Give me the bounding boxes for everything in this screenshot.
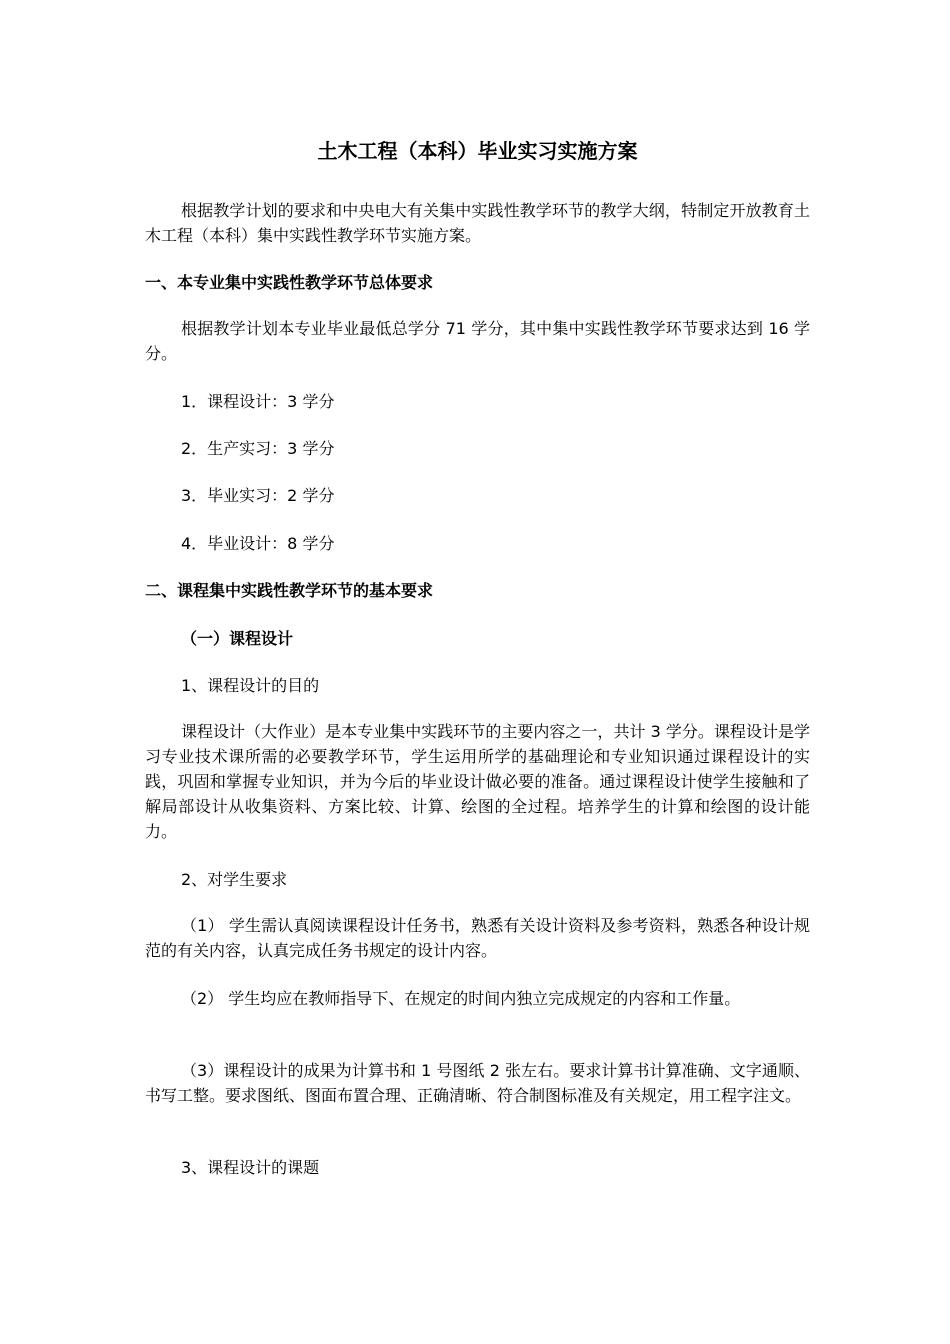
requirement-2: （2） 学生均应在教师指导下、在规定的时间内独立完成规定的内容和工作量。 [181, 989, 741, 1008]
requirements-heading: 2、对学生要求 [181, 870, 288, 889]
topics-heading: 3、课程设计的课题 [181, 1158, 320, 1177]
credit-item-graduation-internship: 3．毕业实习：2 学分 [181, 486, 335, 505]
section1-paragraph: 根据教学计划本专业毕业最低总学分 71 学分，其中集中实践性教学环节要求达到 16 学分。 [145, 319, 810, 363]
subsection-course-design: （一）课程设计 [181, 629, 294, 648]
section2-heading: 二、课程集中实践性教学环节的基本要求 [145, 581, 434, 600]
credit-item-production-internship: 2．生产实习：3 学分 [181, 439, 335, 458]
document-title: 土木工程（本科）毕业实习实施方案 [317, 139, 638, 163]
section1-heading: 一、本专业集中实践性教学环节总体要求 [145, 273, 434, 292]
credit-item-course-design: 1．课程设计：3 学分 [181, 392, 335, 411]
intro-paragraph: 根据教学计划的要求和中央电大有关集中实践性教学环节的教学大纲，特制定开放教育土木工程（本科）集中实践性教学环节实施方案。 [145, 201, 810, 245]
document-page [145, 0, 810, 1344]
purpose-paragraph: 课程设计（大作业）是本专业集中实践环节的主要内容之一，共计 3 学分。课程设计是学习专业技术课所需的必要教学环节，学生运用所学的基础理论和专业知识通过课程设计的实践，巩固和掌握专业知识，并为今后的毕业设计做必要的准备。通过课程设计使学生接触和了解局部设计从收集资料、方案比较、计算、绘图的全过程。培养学生的计算和绘图的设计能力。 [145, 722, 810, 841]
requirement-1: （1） 学生需认真阅读课程设计任务书，熟悉有关设计资料及参考资料，熟悉各种设计规范的有关内容，认真完成任务书规定的设计内容。 [145, 916, 810, 960]
requirement-3: （3）课程设计的成果为计算书和 1 号图纸 2 张左右。要求计算书计算准确、文字通顺、书写工整。要求图纸、图面布置合理、正确清晰、符合制图标准及有关规定，用工程字注文。 [145, 1061, 810, 1105]
purpose-heading: 1、课程设计的目的 [181, 676, 320, 695]
credit-item-graduation-design: 4．毕业设计：8 学分 [181, 534, 335, 553]
